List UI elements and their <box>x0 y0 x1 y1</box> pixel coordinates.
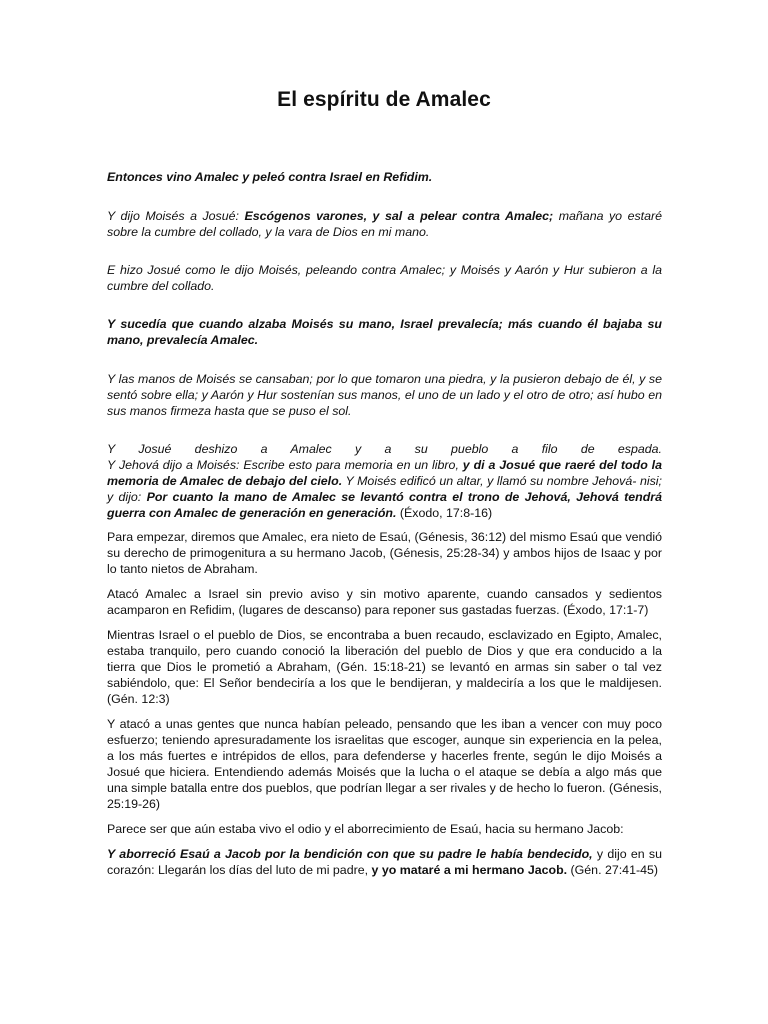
text-span: y dijo en su corazón: Llegarán los días del luto de mi padre, <box>107 847 662 877</box>
bold-quote: Por cuanto la mano de Amalec se levantó contra el trono de Jehová, Jehová tendrá guerra con Amalec de generación en generación. <box>107 490 662 520</box>
intro-text: Entonces vino Amalec y peleó contra Israel en Refidim. <box>107 170 433 184</box>
bold-italic-quote: Y aborreció Esaú a Jacob por la bendición con que su padre le había bendecido, <box>107 847 593 861</box>
paragraph-manos: Y las manos de Moisés se cansaban; por lo que tomaron una piedra, y la pusieron debajo de él, y se sentó sobre ella; y Aarón y Hur sostenían sus manos, el uno de un lado y el otro de otro; así hubo en sus manos firmeza hasta que se puso el sol. <box>107 372 662 418</box>
text-span: mañana yo estaré sobre la cumbre del collado, y la vara de Dios en mi mano. <box>107 209 663 239</box>
paragraph-josue-hizo: E hizo Josué como le dijo Moisés, peleando contra Amalec; y Moisés y Aarón y Hur subieron a la cumbre del collado. <box>107 263 662 293</box>
paragraph-aborrecio <box>107 846 662 878</box>
bold-quote: y yo mataré a mi hermano Jacob. <box>371 863 568 877</box>
paragraph-deshizo <box>107 441 662 521</box>
paragraph-moises-josue <box>107 208 662 240</box>
citation: (Éxodo, 17:8-16) <box>396 506 493 520</box>
text-span: Y dijo Moisés a Josué: <box>107 209 245 223</box>
document-title: El espíritu de Amalec <box>277 88 491 111</box>
paragraph-ataco: Atacó Amalec a Israel sin previo aviso y sin motivo aparente, cuando cansados y sedientos acamparon en Refidim, (lugares de descanso) para reponer sus gastadas fuerzas. (Éxodo, 17:1-7) <box>107 587 662 617</box>
document-body <box>107 169 662 887</box>
paragraph-mientras: Mientras Israel o el pueblo de Dios, se encontraba a buen recaudo, esclavizado en Egipto, Amalec, estaba tranquilo, pero cuando conoció la liberación del pueblo de Dios y que era conducido a la tierra que Dios le prometió a Abraham, (Gén. 15:18-21) se levantó en armas sin saber o tal vez sabiéndolo, que: El Señor bendeciría a los que le bendijeran, y maldeciría a los que le maldijesen. (Gén. 12:3) <box>107 628 662 706</box>
citation: (Gén. 27:41-45) <box>567 863 658 877</box>
bold-text: Y sucedía que cuando alzaba Moisés su mano, Israel prevalecía; más cuando él bajaba su mano, prevalecía Amalec. <box>107 317 662 347</box>
bold-quote: y di a Josué que raeré del todo la memoria de Amalec de debajo del cielo. <box>107 458 662 488</box>
text-span: Y Jehová dijo a Moisés: Escribe esto para memoria en un libro, <box>107 458 463 472</box>
text-span: Y Moisés edificó un altar, y llamó su nombre Jehová- nisi; y dijo: <box>107 474 662 504</box>
paragraph-sucedia <box>107 316 662 348</box>
paragraph-odio: Parece ser que aún estaba vivo el odio y el aborrecimiento de Esaú, hacia su hermano Jacob: <box>107 822 624 836</box>
paragraph-intro <box>107 169 662 185</box>
paragraph-gentes: Y atacó a unas gentes que nunca habían peleado, pensando que les iban a vencer con muy poco esfuerzo; teniendo apresuradamente los israelitas que escoger, aunque sin experiencia en la pelea, a los más fuertes e intrépidos de ellos, para defenderse y hacerles frente, según le dijo Moisés a Josué que hiciera. Entendiendo además Moisés que la lucha o el ataque se debía a algo más que una simple batalla entre dos pueblos, que podrían llegar a ser rivales y de hecho lo fueron. (Génesis, 25:19-26) <box>107 717 662 811</box>
bold-quote: Escógenos varones, y sal a pelear contra Amalec; <box>244 209 554 223</box>
paragraph-empezar: Para empezar, diremos que Amalec, era nieto de Esaú, (Génesis, 36:12) del mismo Esaú que vendió su derecho de primogenitura a su hermano Jacob, (Génesis, 25:28-34) y ambos hijos de Isaac y por lo tanto nietos de Abraham. <box>107 530 662 576</box>
text-line: Y Josué deshizo a Amalec y a su pueblo a filo de espada. <box>107 442 662 456</box>
